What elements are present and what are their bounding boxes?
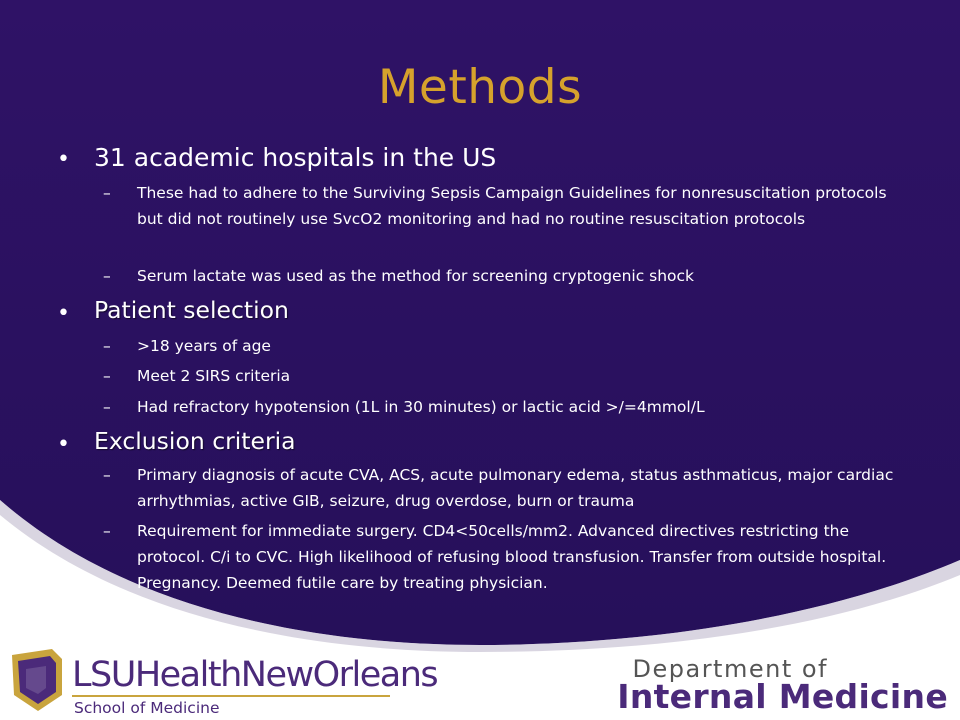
lsu-school-name: School of Medicine bbox=[74, 699, 220, 717]
bullet-heading: 31 academic hospitals in the US bbox=[94, 143, 497, 172]
bullet-marker: • bbox=[57, 432, 70, 457]
department-label: Department of bbox=[632, 655, 828, 683]
bullet-heading: Exclusion criteria bbox=[94, 427, 296, 455]
department-name: Internal Medicine bbox=[617, 677, 948, 716]
lsu-logo-divider bbox=[72, 695, 390, 697]
lsu-logo-text: LSUHealthNewOrleans bbox=[72, 655, 438, 695]
sub-bullet-marker: – bbox=[103, 337, 111, 355]
lsu-health-logo bbox=[8, 641, 438, 717]
bullet-marker: • bbox=[57, 301, 70, 326]
sub-bullet-text: Serum lactate was used as the method for screening cryptogenic shock bbox=[137, 267, 695, 285]
sub-bullet-text: Meet 2 SIRS criteria bbox=[137, 367, 291, 385]
sub-bullet-marker: – bbox=[103, 267, 111, 285]
sub-bullet-text: Had refractory hypotension (1L in 30 minutes) or lactic acid >/=4mmol/L bbox=[137, 398, 705, 416]
slide-footer bbox=[0, 635, 960, 720]
sub-bullet-text: These had to adhere to the Surviving Sepsis Campaign Guidelines for nonresuscitation protocols but did not routinely use SvcO2 monitoring and had no routine resuscitation protocols bbox=[137, 184, 887, 228]
bullet-heading: Patient selection bbox=[94, 296, 289, 324]
sub-bullet-marker: – bbox=[103, 522, 111, 540]
bullet-marker: • bbox=[57, 147, 70, 172]
sub-bullet-marker: – bbox=[103, 367, 111, 385]
sub-bullet-marker: – bbox=[103, 398, 111, 416]
slide-title: Methods bbox=[377, 60, 583, 115]
sub-bullet-marker: – bbox=[103, 184, 111, 202]
lsu-shield-icon bbox=[8, 645, 68, 715]
sub-bullet-text: Requirement for immediate surgery. CD4<50cells/mm2. Advanced directives restricting the protocol. C/i to CVC. High likelihood of refusing blood transfusion. Transfer from outside hospital. Pregnancy. Deemed futile care by treating physician. bbox=[137, 522, 887, 592]
sub-bullet-marker: – bbox=[103, 466, 111, 484]
sub-bullet-text: >18 years of age bbox=[137, 337, 271, 355]
sub-bullet-text: Primary diagnosis of acute CVA, ACS, acute pulmonary edema, status asthmaticus, major cardiac arrhythmias, active GIB, seizure, drug overdose, burn or trauma bbox=[137, 466, 894, 510]
